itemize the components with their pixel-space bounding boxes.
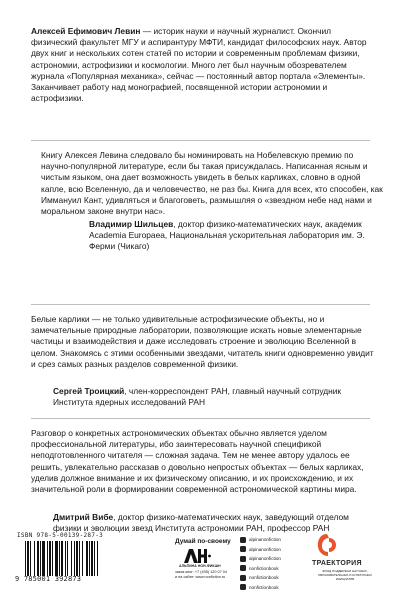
trajectory-description: ФОНД ПОДДЕРЖКИ НАУЧНЫХ, ОБРАЗОВАТЕЛЬНЫХ И КУЛЬТУРНЫХ ИНИЦИАТИВ	[314, 570, 376, 581]
barcode	[25, 541, 123, 576]
reviewer-credentials-3: , доктор физико-математических наук, заведующий отделом физики и эволюции звезд Института астрономии РАН, профессор РАН	[53, 512, 349, 533]
author-bio-text: — историк науки и научный журналист. Окончил физический факультет МГУ и аспирантуру МФТИ, кандидат философских наук. Автор двух книг и нескольких сотен статей по истории и современным проблемам физики, астрономии, астрофизики и космологии. Много лет был научным обозревателем журнала «Популярная механика», сейчас — постоянный автор портала «Элементы». Заканчивает работу над монографией, посвященной истории астрономии и астрофизики.	[31, 26, 367, 103]
reviewer-signature-1	[89, 219, 379, 253]
social-link[interactable]: nonfictionbook	[240, 573, 310, 583]
globe-icon	[240, 537, 246, 543]
social-link[interactable]: nonfictionbook	[240, 564, 310, 574]
review-quote-1: Книгу Алексея Левина следовало бы номинировать на Нобелевскую премию по научно-популярной литературе, если бы такая присуждалась. Написанная ясным и чистым языком, она дает возможность увидеть в белых карликах, словно в одной капле, всю Вселенную, да и человечество, не раз бы. Книга для всех, кто способен, как Иммануил Кант, удивляться и благоговеть, размышляя о «звездном небе над нами и моральном законе внутри нас».	[41, 150, 385, 217]
order-phone: заказ книг: +7 (495) 120 07 04	[175, 570, 227, 575]
order-contacts	[175, 570, 227, 580]
vk-icon	[240, 546, 246, 552]
divider	[31, 418, 370, 419]
author-name: Алексей Ефимович Левин	[31, 26, 140, 36]
order-website: и на сайте: www.nonfiction.ru	[175, 575, 227, 580]
youtube-icon	[240, 575, 246, 581]
social-links	[240, 535, 310, 592]
divider	[31, 140, 370, 141]
reviewer-credentials-1: , доктор физико-математических наук, академик Academia Europaea, Национальная ускорительная лаборатория им. Э. Ферми (Чикаго)	[89, 219, 365, 251]
isbn-label: ISBN 978-5-00139-287-3	[17, 532, 103, 539]
vk-icon	[240, 556, 246, 562]
review-quote-3: Разговор о конкретных астрономических объектах обычно является уделом профессиональной литературы, ибо заинтересовать научной спецификой неподготовленного читателя — сложная задача. Тем не менее автору удалось ее решить, увлекательно рассказав о довольно непростых объектах — белых карликах, уделив должное внимание и их физическому описанию, и их происхождению, и их значительной роли в формировании современной астрономической картины мира.	[31, 428, 375, 495]
reviewer-name-2: Сергей Троицкий	[53, 386, 124, 396]
reviewer-name-1: Владимир Шильцев	[89, 219, 173, 229]
social-link[interactable]: alpinanonfiction	[240, 535, 310, 545]
trajectory-logo-icon	[316, 532, 338, 558]
trajectory-name: ТРАЕКТОРИЯ	[312, 560, 362, 567]
ok-icon	[240, 584, 246, 590]
reviewer-signature-2	[53, 386, 353, 408]
reviewer-name-3: Дмитрий Вибе	[53, 512, 113, 522]
review-quote-2: Белые карлики — не только удивительные астрофизические объекты, но и замечательные природные лаборатории, позволяющие искать новые элементарные частицы и взаимодействия и даже исследовать строение и эволюцию Вселенной в целом. Знакомясь с этими особенными звездами, читатель книги одновременно увидит и срез самых разных разделов современной физики.	[31, 314, 375, 370]
publisher-logo-icon	[184, 549, 211, 563]
social-link[interactable]: nonfictionbook	[240, 583, 310, 592]
barcode-number: 9 785001 392873	[15, 575, 81, 583]
divider	[31, 304, 370, 305]
barcode-block	[15, 532, 128, 586]
author-bio	[31, 26, 376, 104]
reviewer-credentials-2: , член-корреспондент РАН, главный научный сотрудник Института ядерных исследований РАН	[53, 386, 341, 407]
publisher-slogan: Думай по-своему	[175, 538, 231, 545]
social-link[interactable]: alpinanonfiction	[240, 554, 310, 564]
social-link[interactable]: alpinanonfiction	[240, 545, 310, 555]
telegram-icon	[240, 565, 246, 571]
publisher-name: АЛЬПИНА НОН-ФИКШН	[179, 564, 221, 568]
